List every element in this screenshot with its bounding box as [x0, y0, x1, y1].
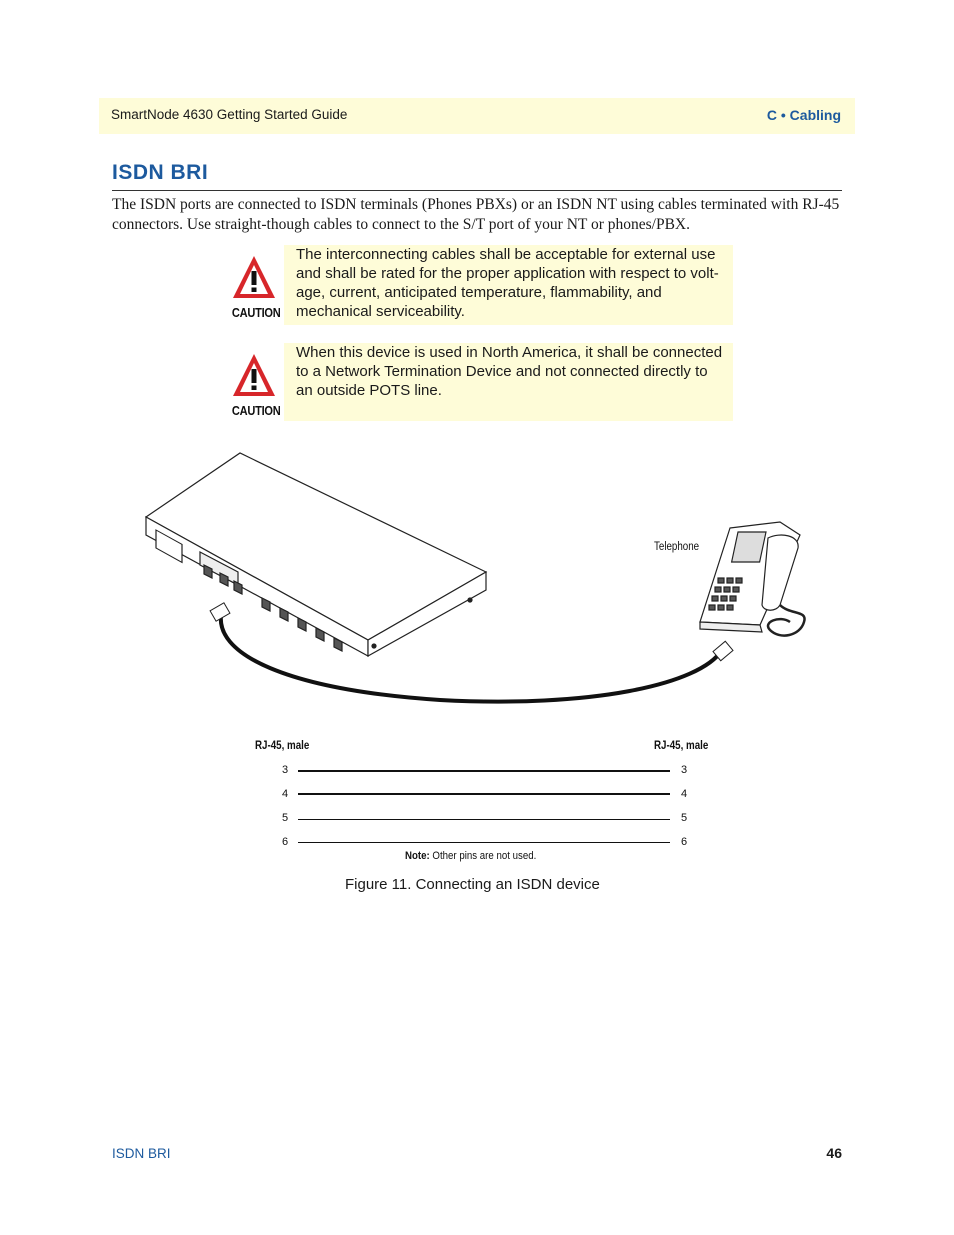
left-connector-label: RJ-45, male [255, 740, 310, 752]
pin-label-right: 5 [681, 812, 688, 824]
isdn-cable [221, 610, 722, 702]
telephone-label: Telephone [654, 541, 700, 553]
router-device [146, 453, 486, 656]
pin-wire-6 [298, 842, 670, 843]
pin-label-right: 3 [681, 764, 688, 776]
figure-caption: Figure 11. Connecting an ISDN device [345, 876, 600, 893]
caution-box-2 [284, 343, 733, 421]
caution-text-line: mechanical serviceability. [296, 303, 465, 320]
pin-label-left: 4 [282, 788, 289, 800]
pin-label-left: 6 [282, 836, 289, 848]
caution-text-line: an outside POTS line. [296, 382, 442, 399]
pin-label-right: 4 [681, 788, 688, 800]
section-body: The ISDN ports are connected to ISDN terminals (Phones PBXs) or an ISDN NT using cables terminated with RJ-45 connectors. Use straight-though cables to connect to the S/T port of your NT or phones/PBX. [112, 196, 840, 233]
caution-label: CAUTION [231, 305, 281, 320]
caution-icon-2 [228, 352, 280, 418]
pin-wire-4 [298, 793, 670, 795]
pin-label-left: 5 [282, 812, 289, 824]
footer-section-link[interactable]: ISDN BRI [112, 1146, 171, 1161]
pin-label-left: 3 [282, 764, 289, 776]
title-divider [112, 190, 842, 191]
right-connector-label: RJ-45, male [654, 740, 709, 752]
caution-text-line: and shall be rated for the proper application with respect to volt- [296, 265, 719, 282]
caution-box-1 [284, 245, 733, 325]
note-text: Other pins are not used. [429, 850, 537, 862]
caution-text-line: to a Network Termination Device and not connected directly to [296, 363, 708, 380]
caution-text-line: The interconnecting cables shall be acceptable for external use [296, 246, 716, 263]
note-bold: Note: [405, 850, 430, 862]
document-title: SmartNode 4630 Getting Started Guide [111, 107, 348, 122]
pin-wire-3 [298, 770, 670, 772]
isdn-connection-illustration [140, 440, 830, 740]
warning-triangle-icon [231, 254, 277, 300]
caution-text-line: When this device is used in North America, it shall be connected [296, 344, 723, 361]
pin-label-right: 6 [681, 836, 688, 848]
chapter-link[interactable]: C • Cabling [766, 107, 841, 123]
section-title: ISDN BRI [112, 161, 209, 184]
telephone-device [700, 522, 805, 636]
caution-text-line: age, current, anticipated temperature, flammability, and [296, 284, 662, 301]
pinout-note [405, 850, 536, 862]
pin-wire-5 [298, 819, 670, 820]
rj45-plug-left [210, 603, 230, 621]
running-header [99, 98, 855, 134]
caution-label: CAUTION [231, 403, 281, 418]
warning-triangle-icon [231, 352, 277, 398]
page-number: 46 [826, 1145, 842, 1161]
caution-icon-1 [228, 254, 280, 320]
